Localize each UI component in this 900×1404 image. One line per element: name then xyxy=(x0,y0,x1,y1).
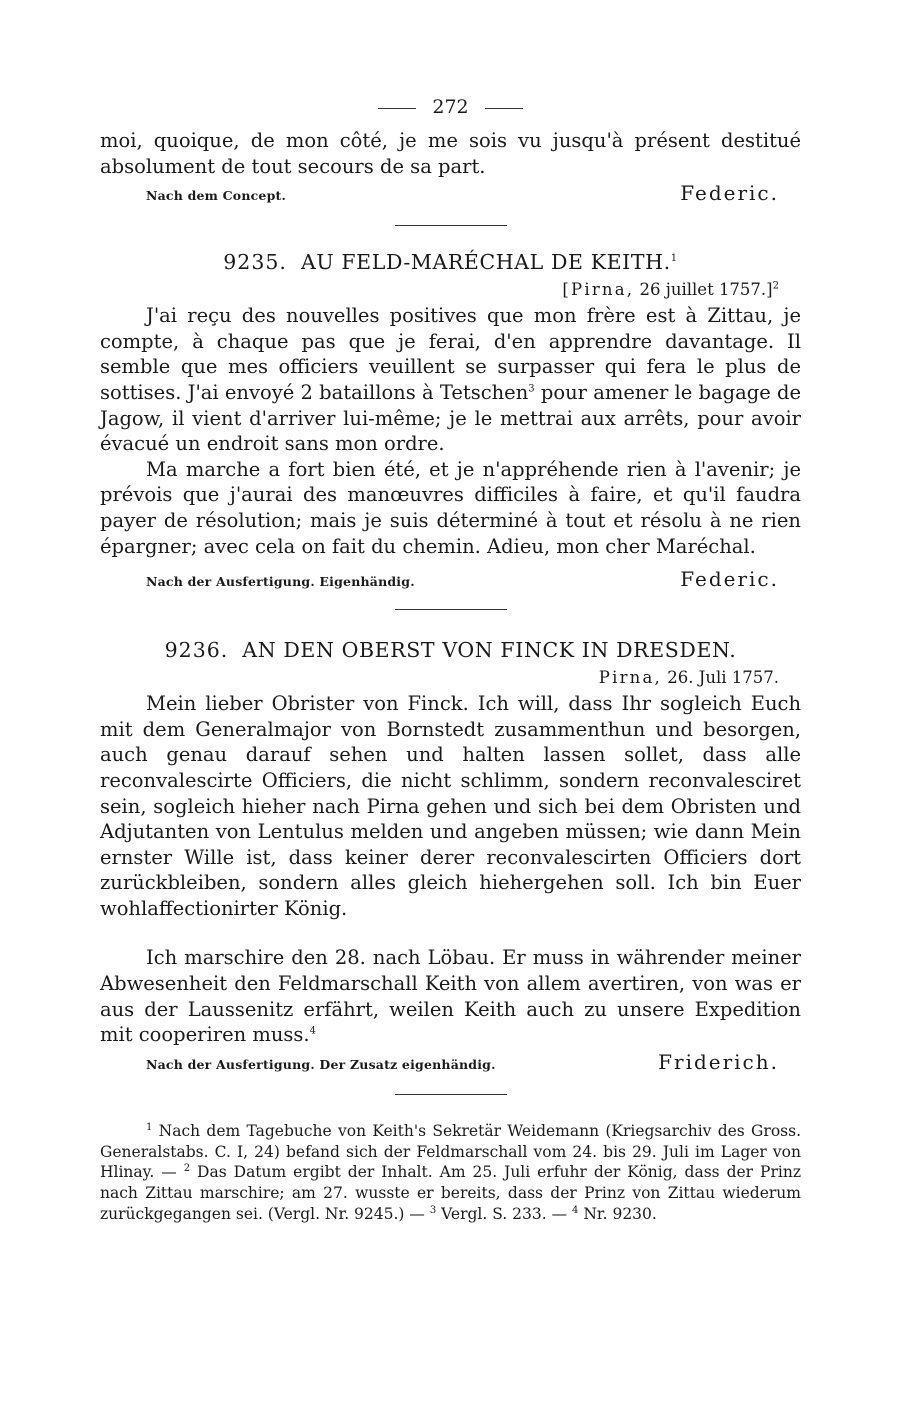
footnote-marker: 1 xyxy=(146,1121,153,1133)
source-note: Nach der Ausfertigung. Eigenhändig. xyxy=(146,574,415,590)
carry-over-closing xyxy=(100,181,801,205)
footnote-text: Vergl. S. 233. — xyxy=(436,1205,573,1224)
source-note: Nach der Ausfertigung. Der Zusatz eigenhändig. xyxy=(146,1056,496,1072)
letter-closing xyxy=(100,1050,801,1074)
carry-over-paragraph: moi, quoique, de mon côté, je me sois vu jusqu'à présent destitué absolument de tout secours de sa part. xyxy=(100,129,801,178)
footnote-text: Das Datum ergibt der Inhalt. Am 25. Juli erfuhr der König, dass der Prinz nach Zittau marschire; am 27. wusste er bereits, dass der Prinz von Zittau wiederum zurückgegangen sei. (Vergl. Nr. 9245.) — xyxy=(100,1163,801,1224)
letter-heading: AU FELD-MARÉCHAL DE KEITH. xyxy=(300,250,671,275)
paragraph-text: J'ai reçu des nouvelles positives que mon frère est à Zittau, je compte, à chaque pas que je ferai, d'en apprendre davantage. Il semble que mes officiers veuillent se surpasser qui fera le plus de sottises. J'ai envoyé 2 bataillons à Tetschen xyxy=(100,304,801,404)
footnote-text: Nr. 9230. xyxy=(578,1205,657,1224)
header-dash-right xyxy=(485,108,523,109)
footnote-marker: 1 xyxy=(670,253,678,265)
letter-closing xyxy=(100,567,801,591)
letter-number: 9235. xyxy=(223,250,287,275)
footnote-marker: 4 xyxy=(572,1204,579,1216)
signature: Friderich. xyxy=(658,1049,779,1074)
letter-dateline xyxy=(100,668,801,687)
postscript-paragraph xyxy=(100,945,801,1047)
date-text: 26. Juli 1757. xyxy=(667,668,779,688)
signature: Federic. xyxy=(680,567,779,592)
paragraph-text: pour amener le bagage de Jagow, il vient d'arriver lui-même; je le mettrai aux arrêts, pour avoir évacué un endroit sans mon ordre. xyxy=(100,380,801,456)
header-dash-left xyxy=(378,108,416,109)
book-page xyxy=(100,96,801,1225)
date-place: [Pirna, xyxy=(562,280,635,300)
section-divider xyxy=(395,609,507,610)
letter-title xyxy=(100,250,801,274)
letter-paragraph: Mein lieber Obrister von Finck. Ich will, dass Ihr sogleich Euch mit dem Generalmajor von Bornstedt zusammenthun und besorgen, auch genau darauf sehen und halten lassen sollet, dass alle reconvalescirte Officiers, die nicht schlimm, sondern reconvalesciret sein, sogleich hieher nach Pirna gehen und sich bei dem Obristen und Adjutanten von Lentulus melden und angeben müssen; wie dann Mein ernster Wille ist, dass keiner derer reconvalescirten Officiers dort zurückbleiben, sondern alles gleich hiehergehen soll. Ich bin Euer wohlaffectionirter König. xyxy=(100,692,801,920)
source-note: Nach dem Concept. xyxy=(146,188,287,204)
letter-paragraph: Ma marche a fort bien été, et je n'appréhende rien à l'avenir; je prévois que j'aurai des manœuvres difficiles à faire, et qu'il faudra payer de résolution; mais je suis déterminé à tout et résolu à ne rien épargner; avec cela on fait du chemin. Adieu, mon cher Maréchal. xyxy=(100,457,801,558)
footnote-marker: 4 xyxy=(309,1025,316,1037)
letter-dateline xyxy=(100,280,801,299)
section-divider xyxy=(395,1094,507,1095)
footnote-marker: 2 xyxy=(183,1163,191,1175)
letter-heading: AN DEN OBERST VON FINCK IN DRESDEN. xyxy=(242,638,737,663)
letter-paragraph xyxy=(100,303,801,457)
page-number: 272 xyxy=(432,96,469,118)
paragraph-text: Ich marschire den 28. nach Löbau. Er muss in währender meiner Abwesenheit den Feldmarschall Keith von allem avertiren, von was er aus der Laussenitz erfährt, weilen Keith auch zu unsere Expedition mit cooperiren muss. xyxy=(100,946,801,1047)
footnote-marker: 2 xyxy=(772,280,779,292)
paragraph-gap xyxy=(100,921,801,945)
date-place: Pirna, xyxy=(598,668,662,688)
letter-number: 9236. xyxy=(164,638,229,663)
footnote-marker: 3 xyxy=(528,383,535,395)
letter-title xyxy=(100,638,801,662)
signature: Federic. xyxy=(680,181,779,206)
section-divider xyxy=(395,225,507,226)
date-text: 26 juillet 1757.] xyxy=(639,280,773,300)
page-header xyxy=(100,96,801,118)
footnotes xyxy=(100,1121,801,1225)
footnote-marker: 3 xyxy=(429,1204,437,1216)
footnote-text: Nach dem Tagebuche von Keith's Sekretär Weidemann (Kriegsarchiv des Gross. Generalstabs. C. I, 24) befand sich der Feldmarschall vom 24. bis 29. Juli im Lager von Hlinay. — xyxy=(100,1121,801,1182)
footnote-block xyxy=(100,1121,801,1225)
